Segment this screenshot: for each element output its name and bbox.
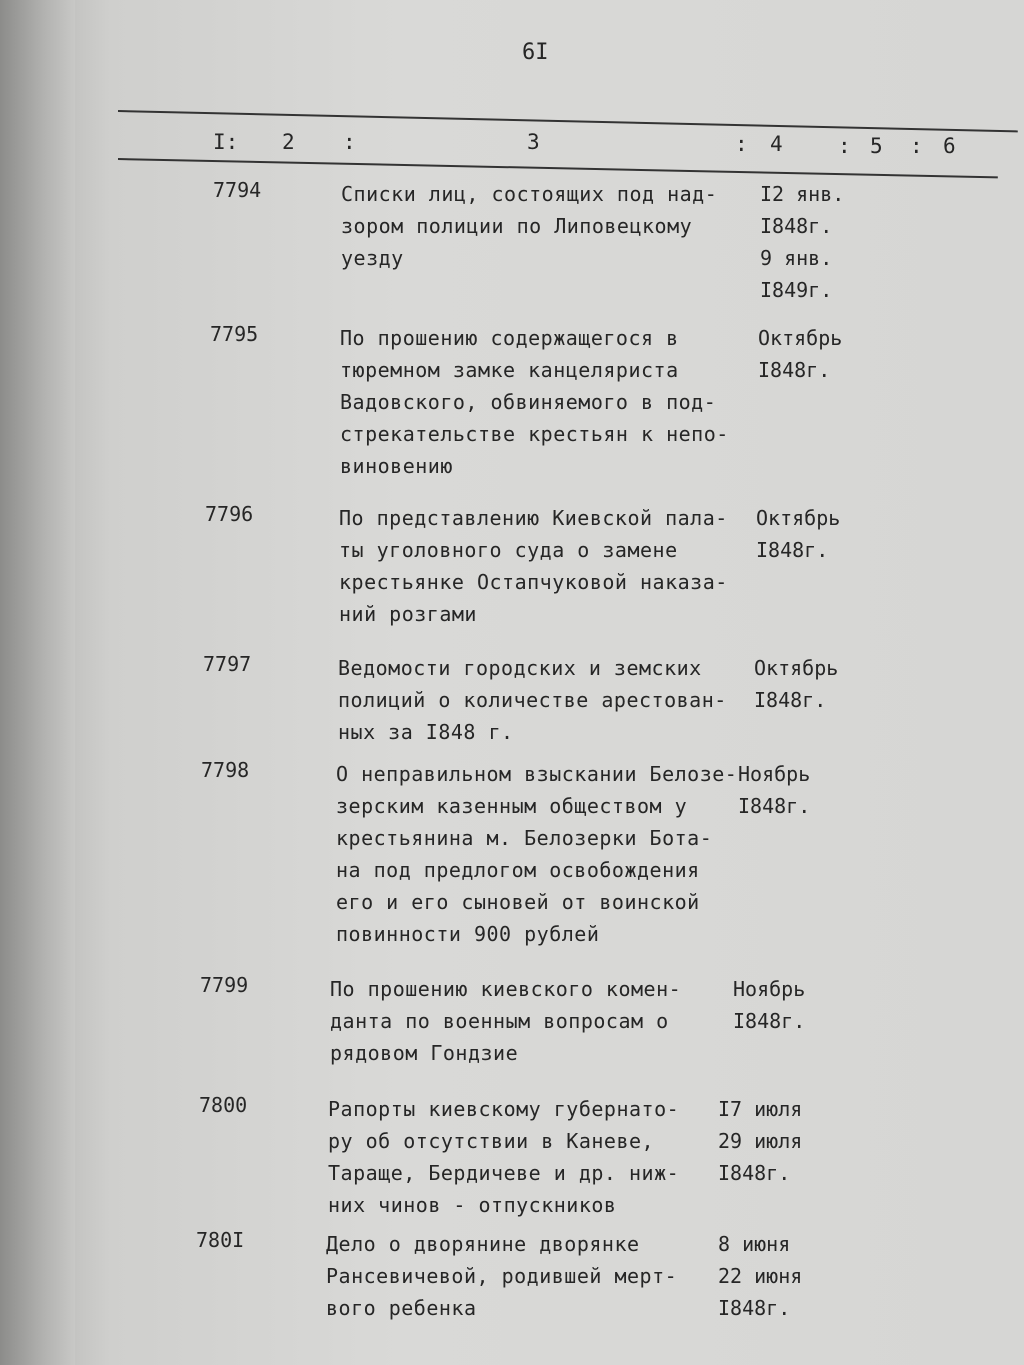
previous-page-edge (0, 0, 75, 1365)
column-separator: : (838, 134, 851, 158)
date-line: I848г. (718, 1296, 791, 1320)
entry-dates (754, 652, 838, 716)
date-line: I848г. (758, 358, 831, 382)
entry-dates (760, 178, 844, 306)
description-line: По прошению содержащегося в (340, 326, 679, 350)
description-line: Тараще, Бердичеве и др. ниж- (328, 1161, 680, 1185)
date-line: Октябрь (756, 506, 841, 530)
description-line: них чинов - отпускников (328, 1193, 617, 1217)
entry-description (340, 322, 729, 482)
description-line: ний розгами (339, 602, 477, 626)
column-header-3: 3 (527, 130, 540, 154)
description-line: данта по военным вопросам о (330, 1009, 669, 1033)
entry-dates (718, 1093, 802, 1189)
entry-number: 7794 (213, 178, 262, 202)
date-line: 9 янв. (760, 246, 833, 270)
date-line: I848г. (754, 688, 827, 712)
description-line: ты уголовного суда о замене (339, 538, 678, 562)
entry-description (341, 178, 717, 274)
date-line: I848г. (756, 538, 829, 562)
column-header-2: 2 (282, 130, 295, 154)
entry-number: 7798 (201, 758, 250, 782)
description-line: Ведомости городских и земских (338, 656, 702, 680)
date-line: Ноябрь (733, 977, 806, 1001)
description-line: Рансевичевой, родившей мерт- (326, 1264, 678, 1288)
description-line: крестьянина м. Белозерки Бота- (336, 826, 713, 850)
date-line: Октябрь (754, 656, 839, 680)
date-line: 8 июня (718, 1232, 791, 1256)
date-line: Октябрь (758, 326, 843, 350)
date-line: I848г. (738, 794, 811, 818)
entry-number: 7799 (200, 973, 249, 997)
column-separator: : (735, 132, 748, 156)
entry-description (336, 758, 737, 950)
description-line: Вадовского, обвиняемого в под- (340, 390, 717, 414)
description-line: ных за I848 г. (338, 720, 514, 744)
date-line: 29 июля (718, 1129, 803, 1153)
date-line: Ноябрь (738, 762, 811, 786)
entry-description (338, 652, 727, 748)
date-line: 22 июня (718, 1264, 803, 1288)
column-header-1: I: (213, 130, 239, 154)
description-line: По представлению Киевской пала- (339, 506, 728, 530)
description-line: тюремном замке канцеляриста (340, 358, 679, 382)
entry-number: 7795 (210, 322, 259, 346)
entry-dates (756, 502, 840, 566)
entry-number: 7800 (199, 1093, 248, 1117)
entry-number: 780I (196, 1228, 245, 1252)
date-line: I848г. (733, 1009, 806, 1033)
page-number: 6I (522, 40, 549, 65)
description-line: стрекательстве крестьян к непо- (340, 422, 729, 446)
description-line: его и его сыновей от воинской (336, 890, 700, 914)
description-line: рядовом Гондзие (330, 1041, 519, 1065)
description-line: уезду (341, 246, 404, 270)
header-bottom-rule (118, 158, 998, 178)
header-top-rule (118, 110, 1018, 132)
column-separator: : (343, 130, 356, 154)
description-line: О неправильном взыскании Белозе- (336, 762, 738, 786)
entry-dates (718, 1228, 802, 1324)
date-line: I848г. (760, 214, 833, 238)
entry-dates (758, 322, 842, 386)
entry-description (326, 1228, 677, 1324)
entry-number: 7796 (205, 502, 254, 526)
description-line: повинности 900 рублей (336, 922, 600, 946)
entry-dates (738, 758, 810, 822)
date-line: I848г. (718, 1161, 791, 1185)
column-header-5: 5 (870, 134, 883, 158)
description-line: крестьянке Остапчуковой наказа- (339, 570, 728, 594)
description-line: на под предлогом освобождения (336, 858, 700, 882)
column-header-6: 6 (943, 134, 956, 158)
entry-dates (733, 973, 805, 1037)
date-line: I2 янв. (760, 182, 845, 206)
description-line: Дело о дворянине дворянке (326, 1232, 640, 1256)
description-line: вого ребенка (326, 1296, 477, 1320)
description-line: виновению (340, 454, 453, 478)
entry-description (328, 1093, 679, 1221)
description-line: Рапорты киевскому губернато- (328, 1097, 680, 1121)
description-line: полиций о количестве арестован- (338, 688, 727, 712)
description-line: ру об отсутствии в Каневе, (328, 1129, 655, 1153)
date-line: I849г. (760, 278, 833, 302)
description-line: По прошению киевского комен- (330, 977, 682, 1001)
column-header-4: 4 (770, 132, 783, 156)
column-separator: : (910, 134, 923, 158)
entry-description (339, 502, 728, 630)
description-line: Списки лиц, состоящих под над- (341, 182, 718, 206)
description-line: зерским казенным обществом у (336, 794, 688, 818)
description-line: зором полиции по Липовецкому (341, 214, 693, 238)
entry-description (330, 973, 681, 1069)
date-line: I7 июля (718, 1097, 803, 1121)
entry-number: 7797 (203, 652, 252, 676)
